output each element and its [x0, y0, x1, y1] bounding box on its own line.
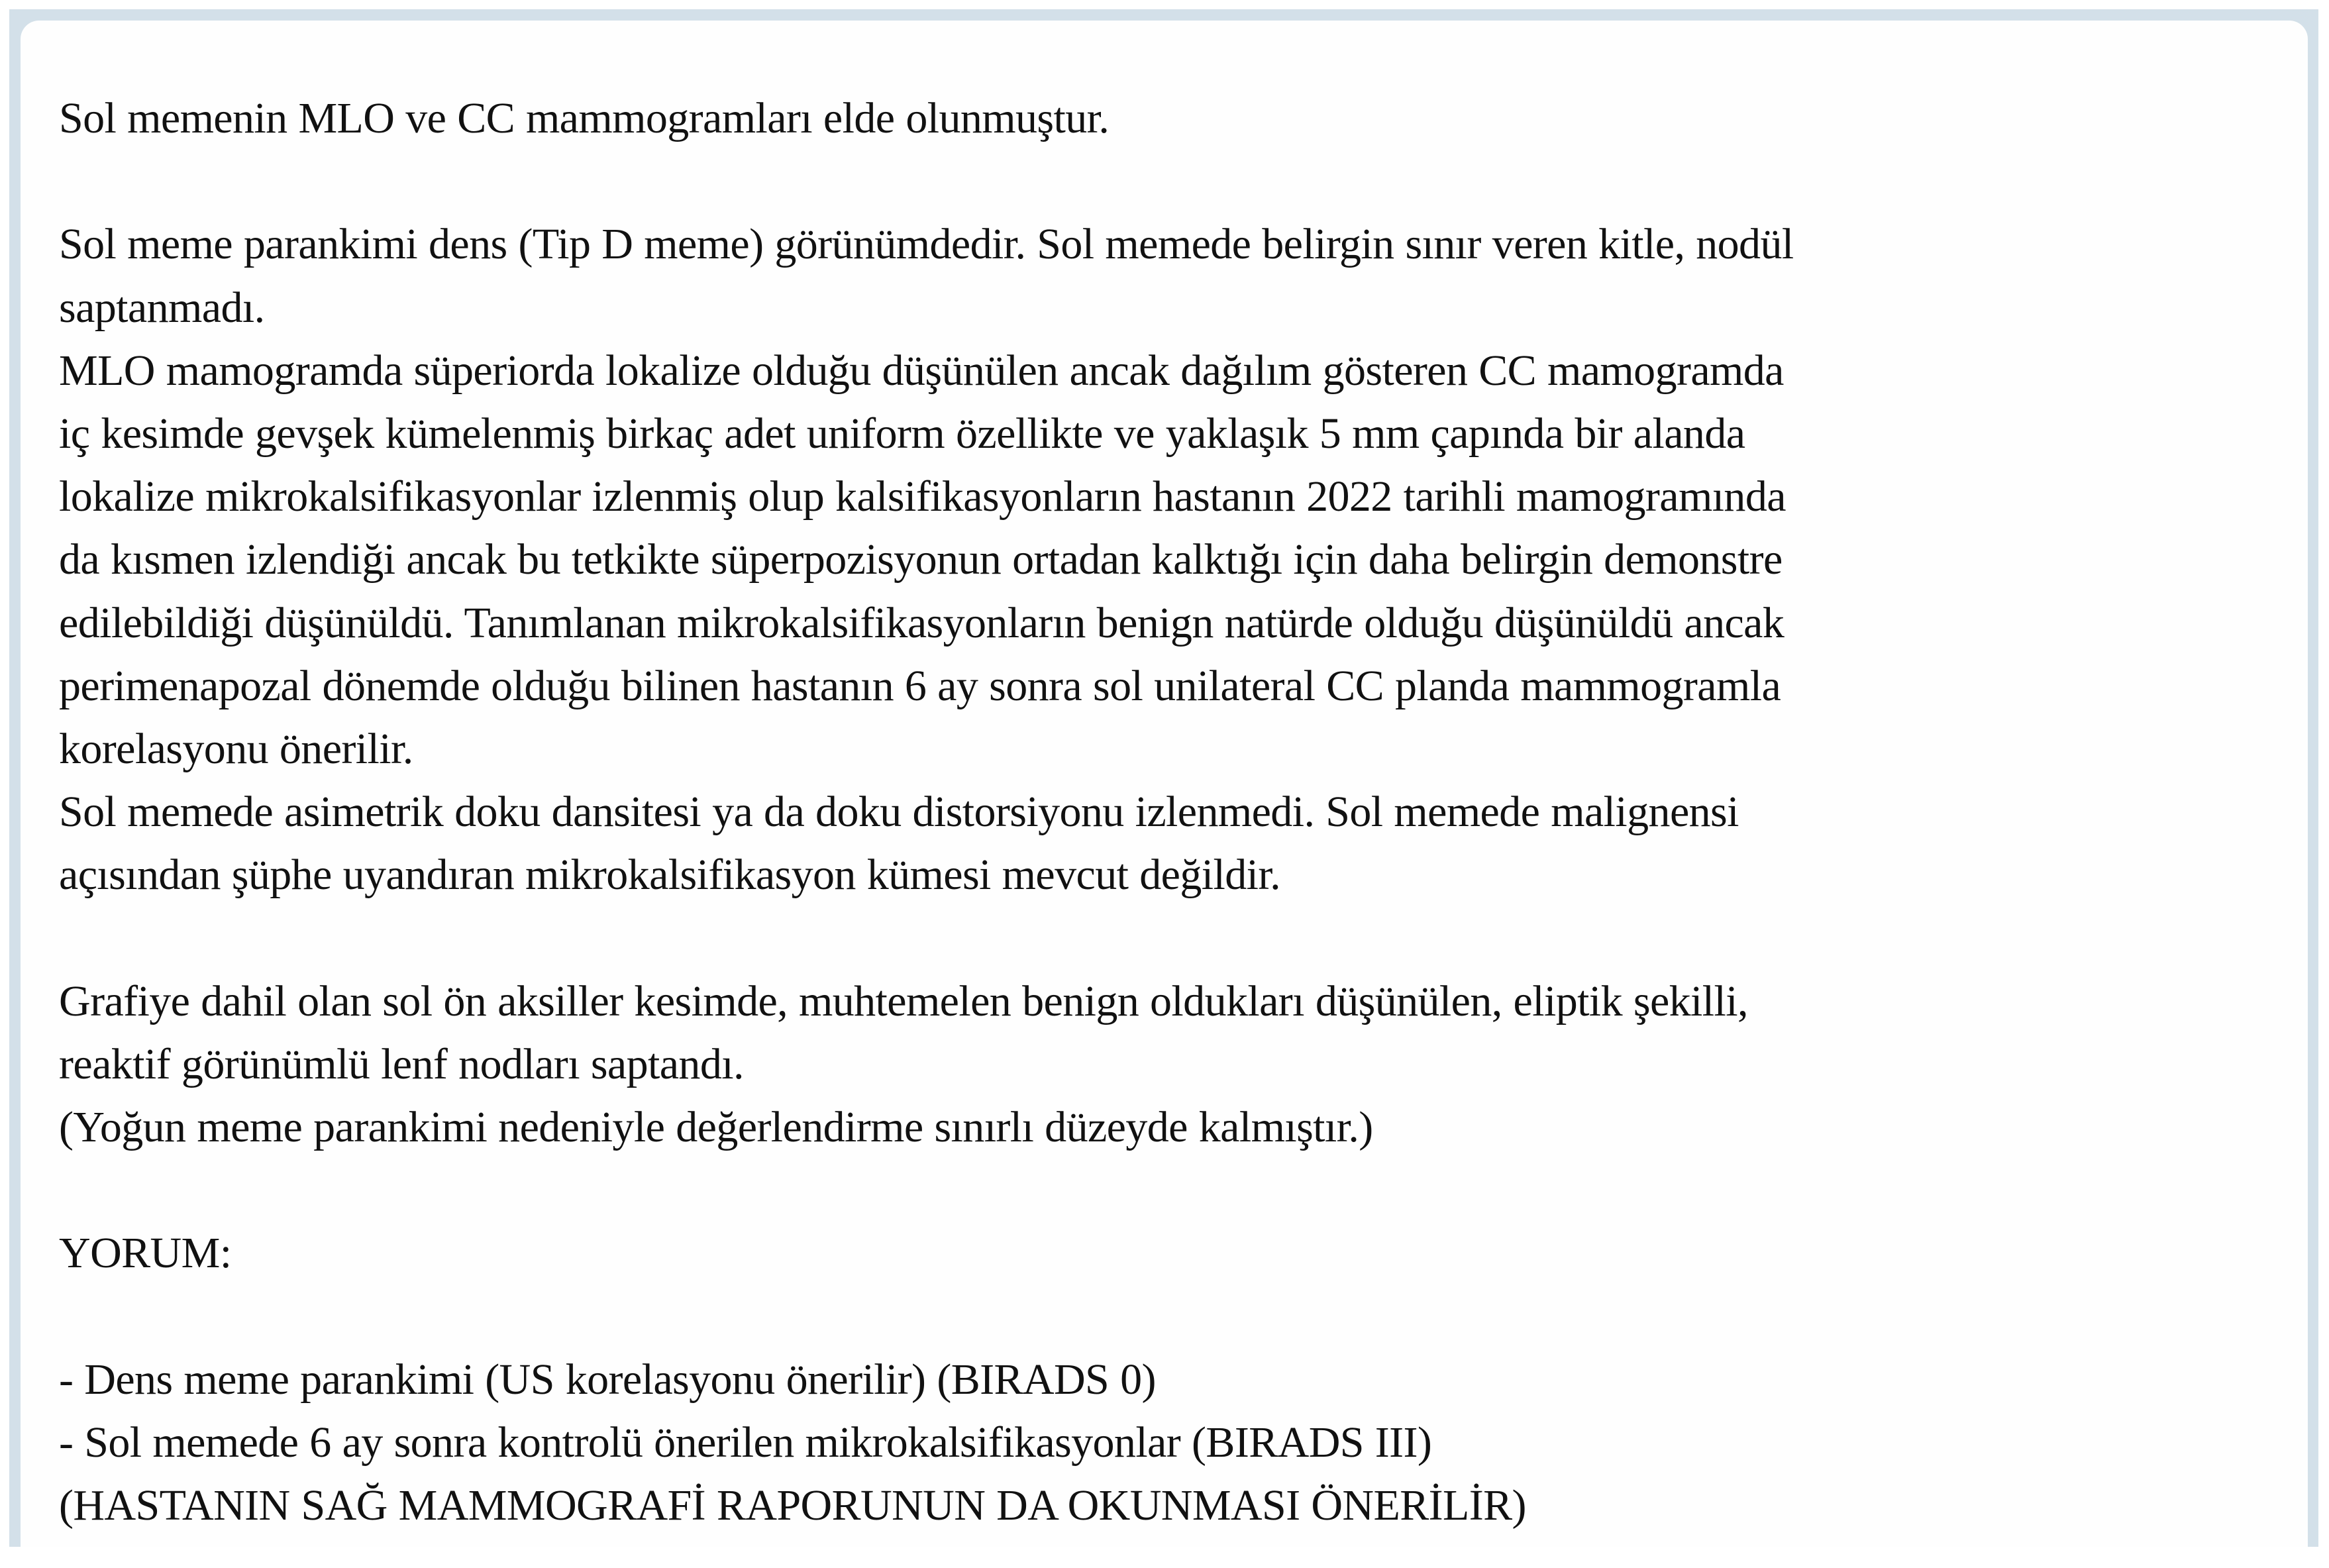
report-panel — [21, 21, 2308, 1547]
axilla-line: reaktif görünümlü lenf nodları saptandı. — [59, 1039, 744, 1088]
findings-line: Sol memede asimetrik doku dansitesi ya da doku distorsiyonu izlenmedi. Sol memede malignensi — [59, 788, 1739, 837]
findings-line: iç kesimde gevşek kümelenmiş birkaç adet uniform özellikte ve yaklaşık 5 mm çapında bir alanda — [59, 409, 1745, 458]
mammography-report-text — [59, 87, 2298, 1537]
impression-note-right-breast: (HASTANIN SAĞ MAMMOGRAFİ RAPORUNUN DA OKUNMASI ÖNERİLİR) — [59, 1481, 1526, 1530]
impression-item-birads-3: - Sol memede 6 ay sonra kontrolü önerilen mikrokalsifikasyonlar (BIRADS III) — [59, 1418, 1432, 1467]
impression-item-birads-0: - Dens meme parankimi (US korelasyonu önerilir) (BIRADS 0) — [59, 1355, 1156, 1404]
findings-line: korelasyonu önerilir. — [59, 724, 413, 773]
spacer — [59, 150, 2298, 213]
findings-line: perimenapozal dönemde olduğu bilinen hastanın 6 ay sonra sol unilateral CC planda mammogramla — [59, 661, 1781, 710]
spacer — [59, 1159, 2298, 1222]
findings-section — [59, 213, 2298, 906]
limitation-note: (Yoğun meme parankimi nedeniyle değerlendirme sınırlı düzeyde kalmıştır.) — [59, 1103, 1373, 1151]
findings-line: lokalize mikrokalsifikasyonlar izlenmiş olup kalsifikasyonların hastanın 2022 tarihli mamogramında — [59, 472, 1786, 521]
axilla-line: Grafiye dahil olan sol ön aksiller kesimde, muhtemelen benign oldukları düşünülen, eliptik şekilli, — [59, 976, 1748, 1025]
impression-heading: YORUM: — [59, 1229, 232, 1278]
findings-line: saptanmadı. — [59, 283, 265, 332]
findings-line: edilebildiği düşünüldü. Tanımlanan mikrokalsifikasyonların benign natürde olduğu düşünüldü ancak — [59, 598, 1785, 647]
findings-line: açısından şüphe uyandıran mikrokalsifikasyon kümesi mevcut değildir. — [59, 851, 1280, 900]
axilla-section — [59, 970, 2298, 1159]
report-frame — [9, 9, 2318, 1547]
findings-line: MLO mamogramda süperiorda lokalize olduğu düşünülen ancak dağılım gösteren CC mamogramda — [59, 346, 1784, 395]
spacer — [59, 906, 2298, 969]
impression-section — [59, 1348, 2298, 1538]
report-intro: Sol memenin MLO ve CC mammogramları elde olunmuştur. — [59, 94, 1110, 142]
findings-line: da kısmen izlendiği ancak bu tetkikte süperpozisyonun ortadan kalktığı için daha belirgin demonstre — [59, 535, 1783, 584]
spacer — [59, 1285, 2298, 1348]
findings-line: Sol meme parankimi dens (Tip D meme) görünümdedir. Sol memede belirgin sınır veren kitle, nodül — [59, 220, 1794, 269]
